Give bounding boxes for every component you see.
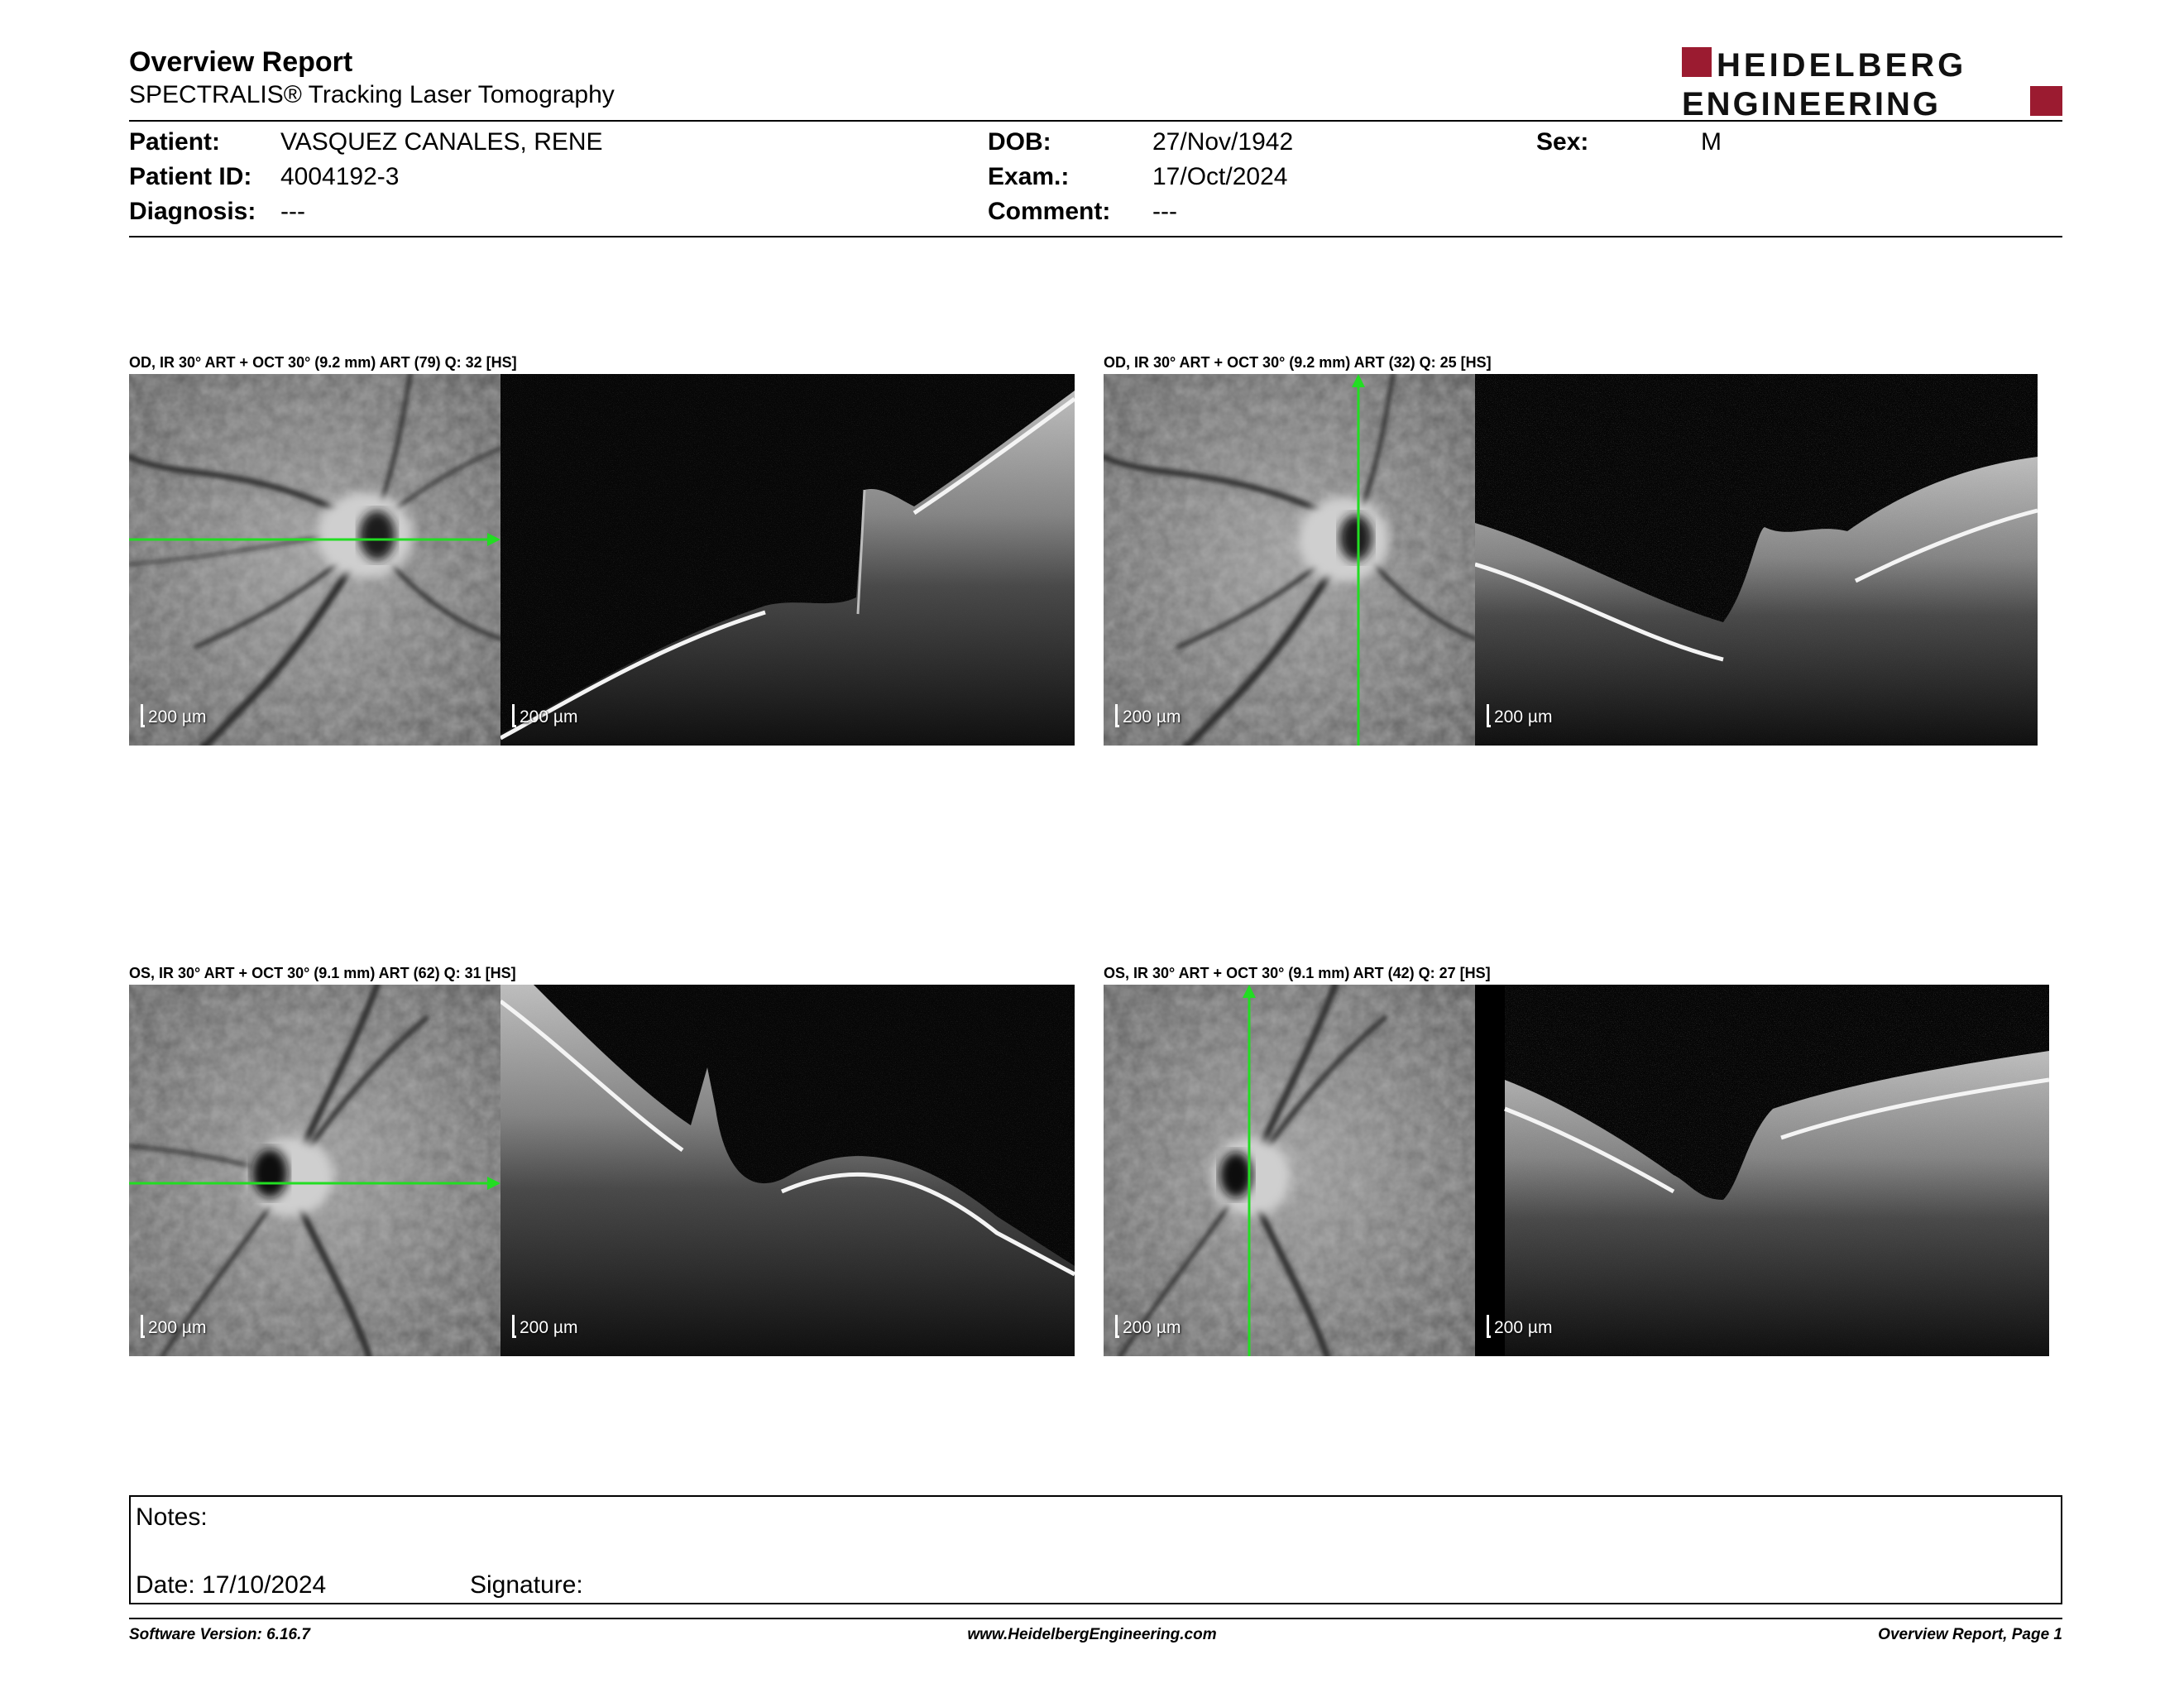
header-divider	[129, 120, 2062, 122]
svg-text:ENGINEERING: ENGINEERING	[1682, 86, 1942, 117]
scan-panel-3	[129, 985, 1075, 1356]
patient-id-label: Patient ID:	[129, 163, 252, 190]
panel-2-caption: OD, IR 30° ART + OCT 30° (9.2 mm) ART (32) Q: 25 [HS]	[1104, 354, 1492, 371]
fundus-image[interactable]	[1104, 374, 1475, 746]
comment-value: ---	[1152, 198, 1177, 225]
notes-box[interactable]	[129, 1495, 2062, 1604]
fundus-image[interactable]	[1104, 985, 1475, 1356]
oct-bscan[interactable]	[500, 374, 1075, 746]
report-title: Overview Report	[129, 46, 353, 78]
website-link[interactable]: www.HeidelbergEngineering.com	[967, 1626, 1217, 1643]
oct-bscan[interactable]	[1475, 374, 2049, 746]
patient-id: 4004192-3	[280, 163, 400, 190]
fundus-scale-bar: 200 µm	[141, 1315, 206, 1338]
diagnosis-value: ---	[280, 198, 305, 225]
svg-text:HEIDELBERG: HEIDELBERG	[1717, 47, 1967, 84]
sex-label: Sex:	[1536, 128, 1589, 156]
patient-label: Patient:	[129, 128, 221, 156]
scan-line-vertical	[1104, 374, 1475, 746]
oct-bscan[interactable]	[500, 985, 1075, 1356]
fundus-scale-bar: 200 µm	[1115, 1315, 1181, 1338]
dob-label: DOB:	[988, 128, 1051, 156]
exam-value: 17/Oct/2024	[1152, 163, 1288, 190]
software-version: Software Version: 6.16.7	[129, 1626, 310, 1643]
scan-line-horizontal	[129, 985, 500, 1356]
panel-3-caption: OS, IR 30° ART + OCT 30° (9.1 mm) ART (62) Q: 31 [HS]	[129, 965, 516, 981]
scan-panel-1	[129, 374, 1075, 746]
patient-name: VASQUEZ CANALES, RENE	[280, 128, 603, 156]
fundus-image[interactable]	[129, 985, 500, 1356]
scan-line-vertical	[1104, 985, 1475, 1356]
scan-line-horizontal	[129, 374, 500, 746]
sex-value: M	[1701, 128, 1722, 156]
footer-divider	[129, 1618, 2062, 1619]
heidelberg-logo	[1682, 46, 2062, 117]
diagnosis-label: Diagnosis:	[129, 198, 256, 225]
notes-label: Notes:	[136, 1503, 208, 1531]
page-number: Overview Report, Page 1	[1878, 1626, 2062, 1643]
oct-scale-bar: 200 µm	[1487, 704, 1552, 727]
scan-panel-4	[1104, 985, 2049, 1356]
patient-divider	[129, 236, 2062, 237]
comment-label: Comment:	[988, 198, 1111, 225]
date-label: Date: 17/10/2024	[136, 1571, 327, 1599]
panel-1-caption: OD, IR 30° ART + OCT 30° (9.2 mm) ART (79) Q: 32 [HS]	[129, 354, 517, 371]
oct-scale-bar: 200 µm	[512, 1315, 577, 1338]
dob-value: 27/Nov/1942	[1152, 128, 1294, 156]
oct-scale-bar: 200 µm	[1487, 1315, 1552, 1338]
scan-panel-2	[1104, 374, 2049, 746]
panel-4-caption: OS, IR 30° ART + OCT 30° (9.1 mm) ART (42) Q: 27 [HS]	[1104, 965, 1491, 981]
exam-label: Exam.:	[988, 163, 1070, 190]
oct-bscan[interactable]	[1475, 985, 2049, 1356]
signature-label: Signature:	[470, 1571, 583, 1599]
oct-scale-bar: 200 µm	[512, 704, 577, 727]
fundus-scale-bar: 200 µm	[141, 704, 206, 727]
fundus-image[interactable]	[129, 374, 500, 746]
fundus-scale-bar: 200 µm	[1115, 704, 1181, 727]
report-subtitle: SPECTRALIS® Tracking Laser Tomography	[129, 81, 615, 108]
